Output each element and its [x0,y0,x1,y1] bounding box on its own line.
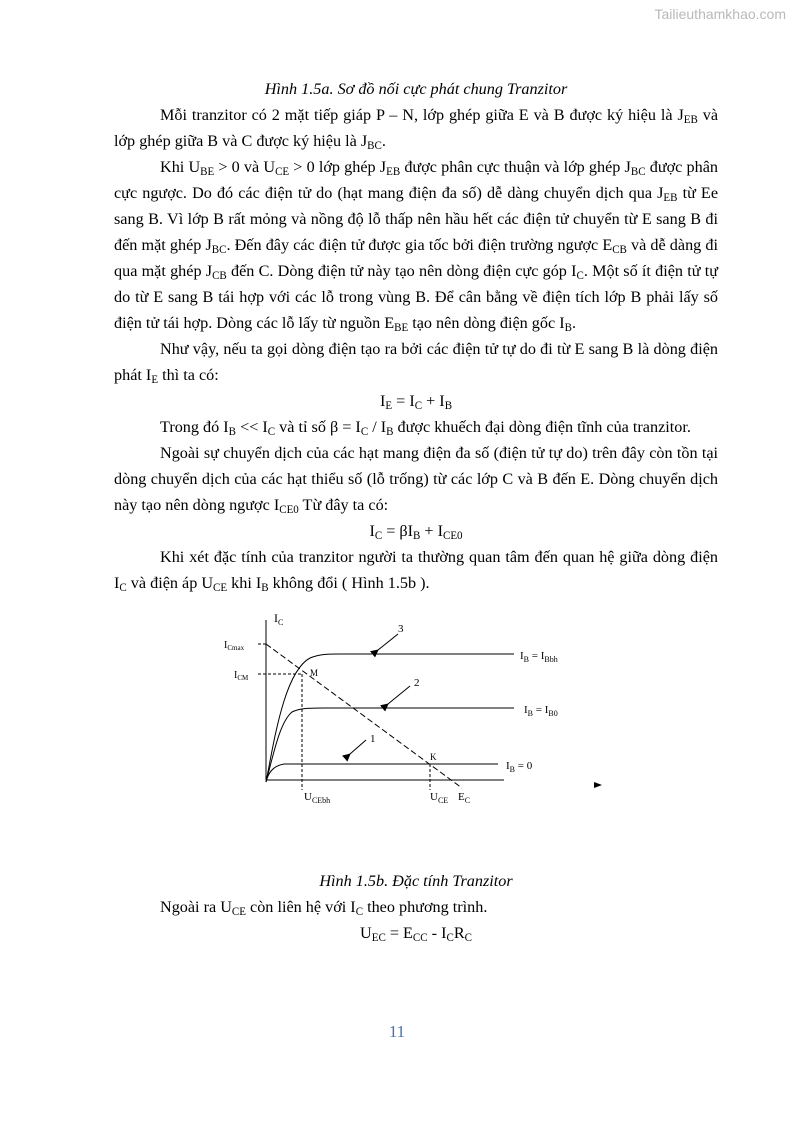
curve-ib-zero [266,764,498,782]
ib-zero-label: $I_B = 0$ [506,760,533,774]
point-k-label: K [430,752,437,762]
x-ucebh-label: $U_{CEbh}$ [304,791,331,805]
paragraph-minority-carriers: Ngoài sự chuyển dịch của các hạt mang điện đa số (điện tử tự do) trên đây còn tồn tại dòng chuyển dịch của các hạt thiểu số (lỗ trống) từ các lớp C và B đến E. Dòng chuyển dịch này tạo nên dòng ngược $I_{CE0}$ Từ đây ta có: [114,444,718,516]
icm-label: $I_{CM}$ [234,670,249,682]
y-axis-label: $I_C$ [274,612,284,627]
equation-ic: $I_C = \beta I_B + I_{CE0}$ [369,522,463,542]
paragraph-biasing: Khi $U_{BE} > 0$ và $U_{CE} > 0$ lớp ghép $J_{EB}$ được phân cực thuận và lớp ghép $J_{BC}$ được phân cực ngược. Do đó các điện tử do (hạt mang điện đa số) dễ dàng chuyển dịch qua $J_{EB}$ từ Ee sang B. Vì lớp B rất mỏng và nồng độ lỗ thấp nên hầu hết các điện tử chuyển từ E sang B đi đến mặt ghép $J_{BC}$. Đến đây các điện tử được gia tốc bởi điện trường ngược $E_{CB}$ và dễ dàng đi qua mặt ghép $J_{CB}$ đến C. Dòng điện tử này tạo nên dòng điện cực góp $I_C$. Một số ít điện tử tự do từ E sang B tái hợp với các lỗ trong vùng B. Để cân bằng về điện tích lớp B phải lấy số điện tử tái hợp. Dòng các lỗ lấy từ nguồn $E_{BE}$ tạo nên dòng điện gốc $I_B$. [114,158,719,334]
load-line [266,644,462,788]
paragraph-beta: Trong đó $I_B << I_C$ và tỉ số $\beta = I_C / I_B$ được khuếch đại dòng điện tĩnh của tranzitor. [160,418,691,438]
paragraph-junctions: Mỗi tranzitor có 2 mặt tiếp giáp P – N, lớp ghép giữa E và B được ký hiệu là $J_{EB}$ và lớp ghép giữa B và C được ký hiệu là $J_{BC}$. [114,106,718,152]
curve-3-label: 3 [398,623,404,635]
page-number: 11 [388,1022,406,1041]
curve-1-label: 1 [370,733,376,745]
characteristic-plot [114,612,718,860]
curve-2-label: 2 [414,677,420,689]
page-content [114,76,718,946]
equation-ie: $I_E = I_C + I_B$ [379,392,453,412]
x-uce-label: $U_{CE}$ [430,791,449,805]
ib-bbh-label: $I_B = I_{Bbh}$ [520,650,558,664]
paragraph-uce-relation: Ngoài ra $U_{CE}$ còn liên hệ với $I_C$ theo phương trình. [160,898,488,918]
stray-arrow-mark [594,782,602,788]
arrow-curve-3 [378,634,398,650]
transistor-characteristic-figure [114,612,718,860]
curve-ib-bbh [266,654,514,782]
equation-uec: $U_{EC} = E_{CC} - I_CR_C$ [360,924,472,944]
icmax-label: $I_{Cmax}$ [224,640,245,652]
figure-caption-top: Hình 1.5a. Sơ đồ nối cực phát chung Tranzitor [264,80,568,98]
watermark: Tailieuthamkhao.com [654,6,786,22]
paragraph-characteristic: Khi xét đặc tính của tranzitor người ta thường quan tâm đến quan hệ giữa dòng điện $I_C$ và điện áp $U_{CE}$ khi $I_B$ không đổi ( Hình 1.5b ). [114,548,718,594]
arrow-curve-1 [350,740,366,754]
curve-ib-b0 [266,708,514,782]
paragraph-emitter-current: Như vậy, nếu ta gọi dòng điện tạo ra bởi các điện tử tự do đi từ E sang B là dòng điện phát $I_E$ thì ta có: [114,340,718,386]
point-m-label: M [310,668,319,678]
x-ec-label: $E_C$ [458,791,471,805]
arrow-curve-2 [388,686,410,704]
figure-caption-bottom: Hình 1.5b. Đặc tính Tranzitor [319,872,513,890]
ib-b0-label: $I_B = I_{B0}$ [524,704,558,718]
